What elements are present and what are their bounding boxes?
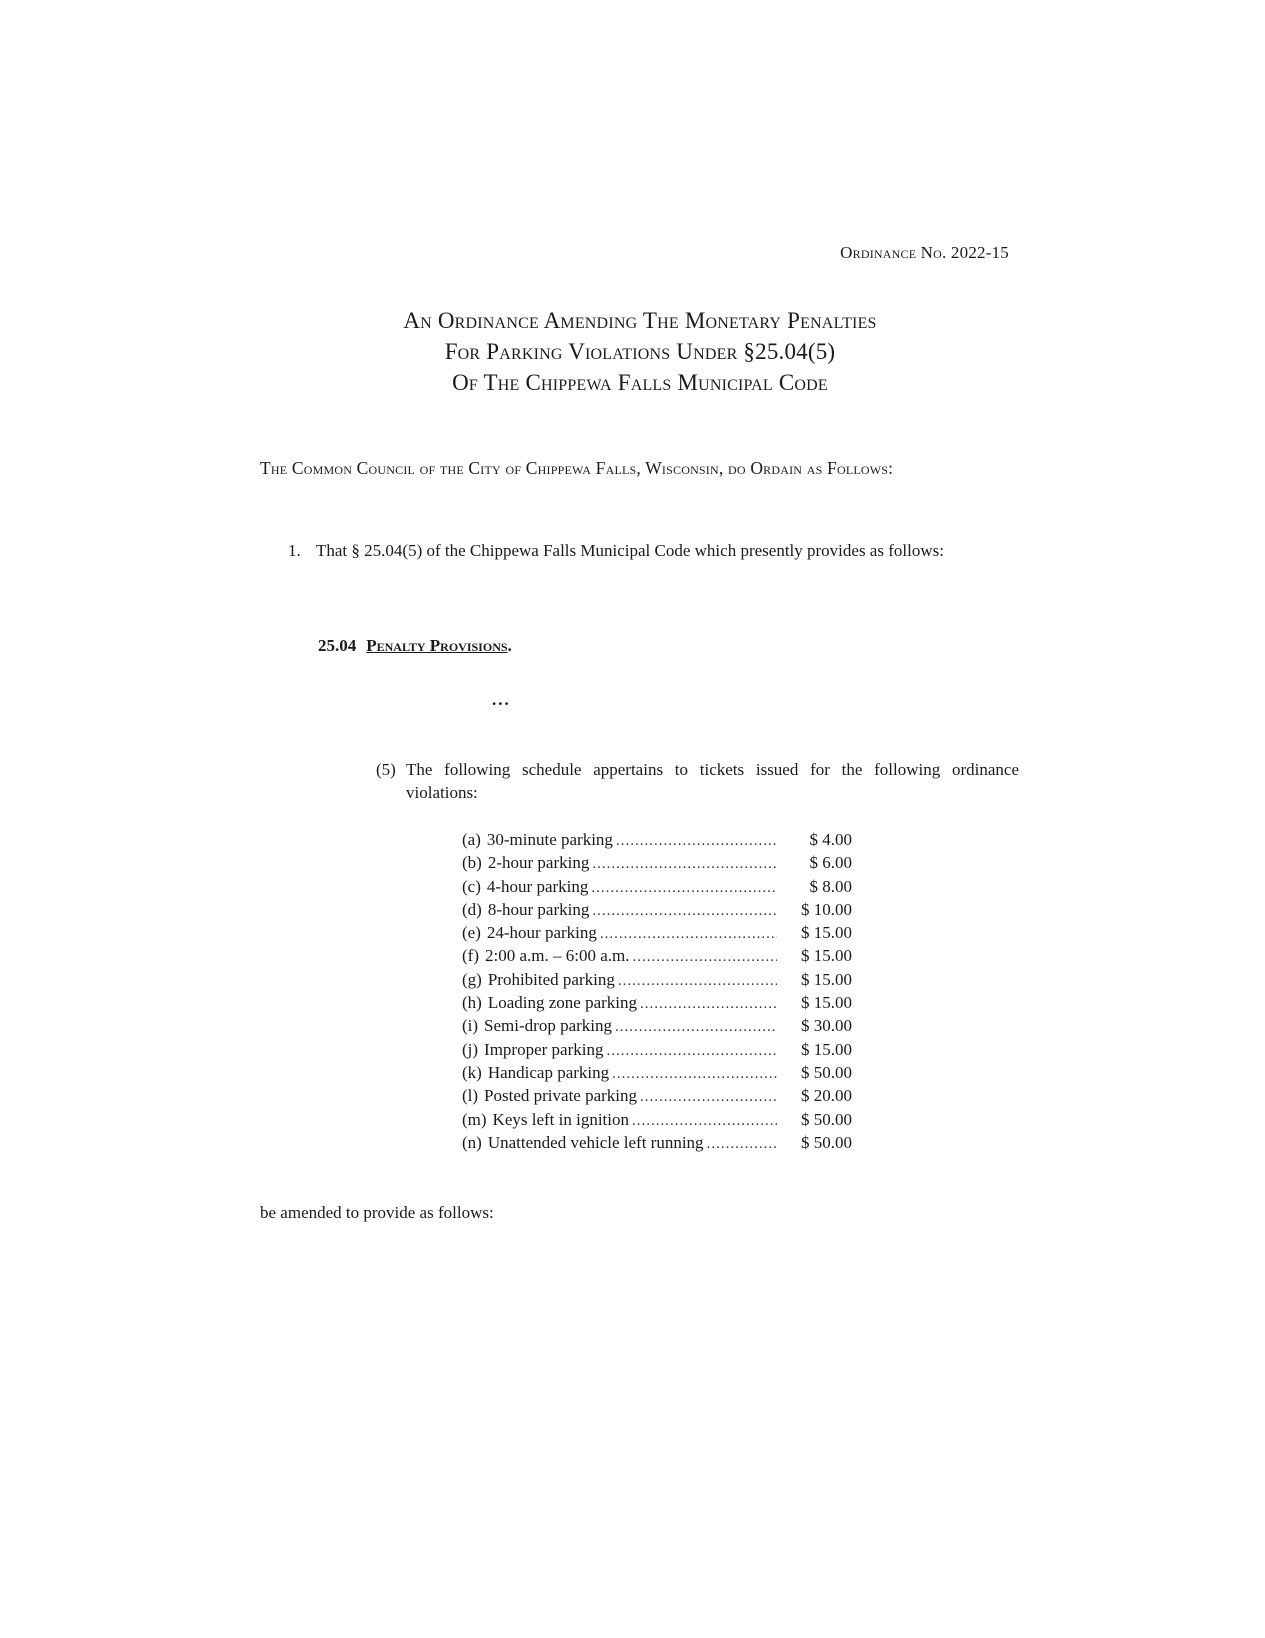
leader-dots (600, 923, 777, 946)
schedule-amount: $ 15.00 (801, 1039, 852, 1059)
schedule-amount: $ 15.00 (801, 993, 852, 1013)
schedule-letter: (h) (462, 993, 482, 1013)
schedule-amount: $ 50.00 (801, 1062, 852, 1082)
schedule-row (462, 944, 852, 967)
schedule-letter: (j) (462, 1039, 479, 1059)
schedule-letter: (m) (462, 1109, 487, 1129)
schedule-row (462, 1084, 852, 1107)
schedule-row (462, 1014, 852, 1037)
schedule-row (462, 875, 852, 898)
schedule-row (462, 828, 852, 851)
schedule-row (462, 968, 852, 991)
schedule-row (462, 851, 852, 874)
schedule-amount: $ 15.00 (801, 969, 852, 989)
section-title-suffix: . (507, 636, 512, 655)
schedule-letter: (a) (462, 830, 481, 849)
schedule-label: Unattended vehicle left running (487, 1132, 704, 1152)
schedule-amount: $ 15.00 (801, 923, 852, 943)
ordinance-number: Ordinance No. 2022-15 (840, 243, 1009, 262)
schedule-row (462, 1038, 852, 1061)
closing-text: be amended to provide as follows: (260, 1203, 494, 1222)
schedule-amount: $ 50.00 (801, 1109, 852, 1129)
schedule-amount: $ 50.00 (801, 1132, 852, 1152)
schedule-label: Improper parking (484, 1039, 604, 1059)
omission-ellipsis: ... (492, 690, 511, 709)
leader-dots (616, 830, 777, 853)
schedule-label: Keys left in ignition (492, 1109, 630, 1129)
schedule-row (462, 991, 852, 1014)
leader-dots (618, 970, 777, 993)
schedule-label: 2:00 a.m. – 6:00 a.m. (484, 946, 630, 966)
subsection-5-number: (5) (376, 760, 396, 779)
section-heading (318, 636, 512, 656)
schedule-amount: $ 8.00 (809, 876, 852, 896)
schedule-amount: $ 30.00 (801, 1016, 852, 1036)
section-number: 25.04 (318, 636, 357, 655)
schedule-letter: (i) (462, 1016, 479, 1036)
schedule-letter: (c) (462, 876, 481, 896)
schedule-row (462, 898, 852, 921)
schedule-letter: (b) (462, 853, 482, 873)
leader-dots (591, 877, 777, 900)
schedule-letter: (k) (462, 1062, 482, 1082)
leader-dots (640, 993, 777, 1016)
leader-dots (592, 900, 777, 923)
leader-dots (707, 1133, 777, 1156)
schedule-label: Semi-drop parking (484, 1016, 612, 1036)
leader-dots (606, 1040, 777, 1063)
title-line-2: For Parking Violations Under §25.04(5) (444, 339, 836, 364)
schedule-row (462, 1061, 852, 1084)
item-1-number: 1. (288, 541, 301, 560)
subsection-5 (376, 758, 1019, 804)
schedule-amount: $ 6.00 (809, 853, 852, 873)
schedule-row (462, 1131, 852, 1154)
council-statement: The Common Council of the City of Chippewa Falls, Wisconsin, do Ordain as Follows: (260, 458, 894, 478)
schedule-label: Posted private parking (484, 1086, 638, 1106)
schedule-label: Loading zone parking (487, 993, 638, 1013)
ordinance-title (260, 305, 1020, 398)
schedule-letter: (n) (462, 1132, 482, 1152)
schedule-row (462, 1108, 852, 1131)
subsection-5-text: The following schedule appertains to tickets issued for the following ordinance violations: (406, 760, 1019, 802)
schedule-letter: (d) (462, 899, 482, 919)
title-line-3: Of The Chippewa Falls Municipal Code (452, 370, 828, 395)
item-1 (288, 539, 1018, 562)
schedule-letter: (e) (462, 923, 481, 943)
section-title: Penalty Provisions (366, 636, 508, 655)
leader-dots (615, 1016, 777, 1039)
schedule-row (462, 921, 852, 944)
schedule-amount: $ 4.00 (809, 830, 852, 849)
leader-dots (612, 1063, 777, 1086)
leader-dots (640, 1086, 777, 1109)
schedule-amount: $ 15.00 (801, 946, 852, 966)
title-line-1: An Ordinance Amending The Monetary Penalties (403, 308, 877, 333)
schedule-letter: (l) (462, 1086, 479, 1106)
schedule-amount: $ 20.00 (801, 1086, 852, 1106)
schedule-label: Prohibited parking (487, 969, 615, 989)
schedule-label: 2-hour parking (487, 853, 590, 873)
leader-dots (632, 1110, 777, 1133)
schedule-label: Handicap parking (487, 1062, 610, 1082)
schedule-label: 8-hour parking (487, 899, 590, 919)
leader-dots (632, 946, 777, 969)
item-1-text: That § 25.04(5) of the Chippewa Falls Municipal Code which presently provides as follows: (316, 541, 944, 560)
schedule-amount: $ 10.00 (801, 899, 852, 919)
penalty-schedule (462, 828, 852, 1154)
schedule-letter: (f) (462, 946, 479, 966)
schedule-label: 24-hour parking (486, 923, 597, 943)
schedule-letter: (g) (462, 969, 482, 989)
schedule-label: 30-minute parking (486, 830, 613, 849)
leader-dots (592, 853, 777, 876)
schedule-label: 4-hour parking (486, 876, 589, 896)
